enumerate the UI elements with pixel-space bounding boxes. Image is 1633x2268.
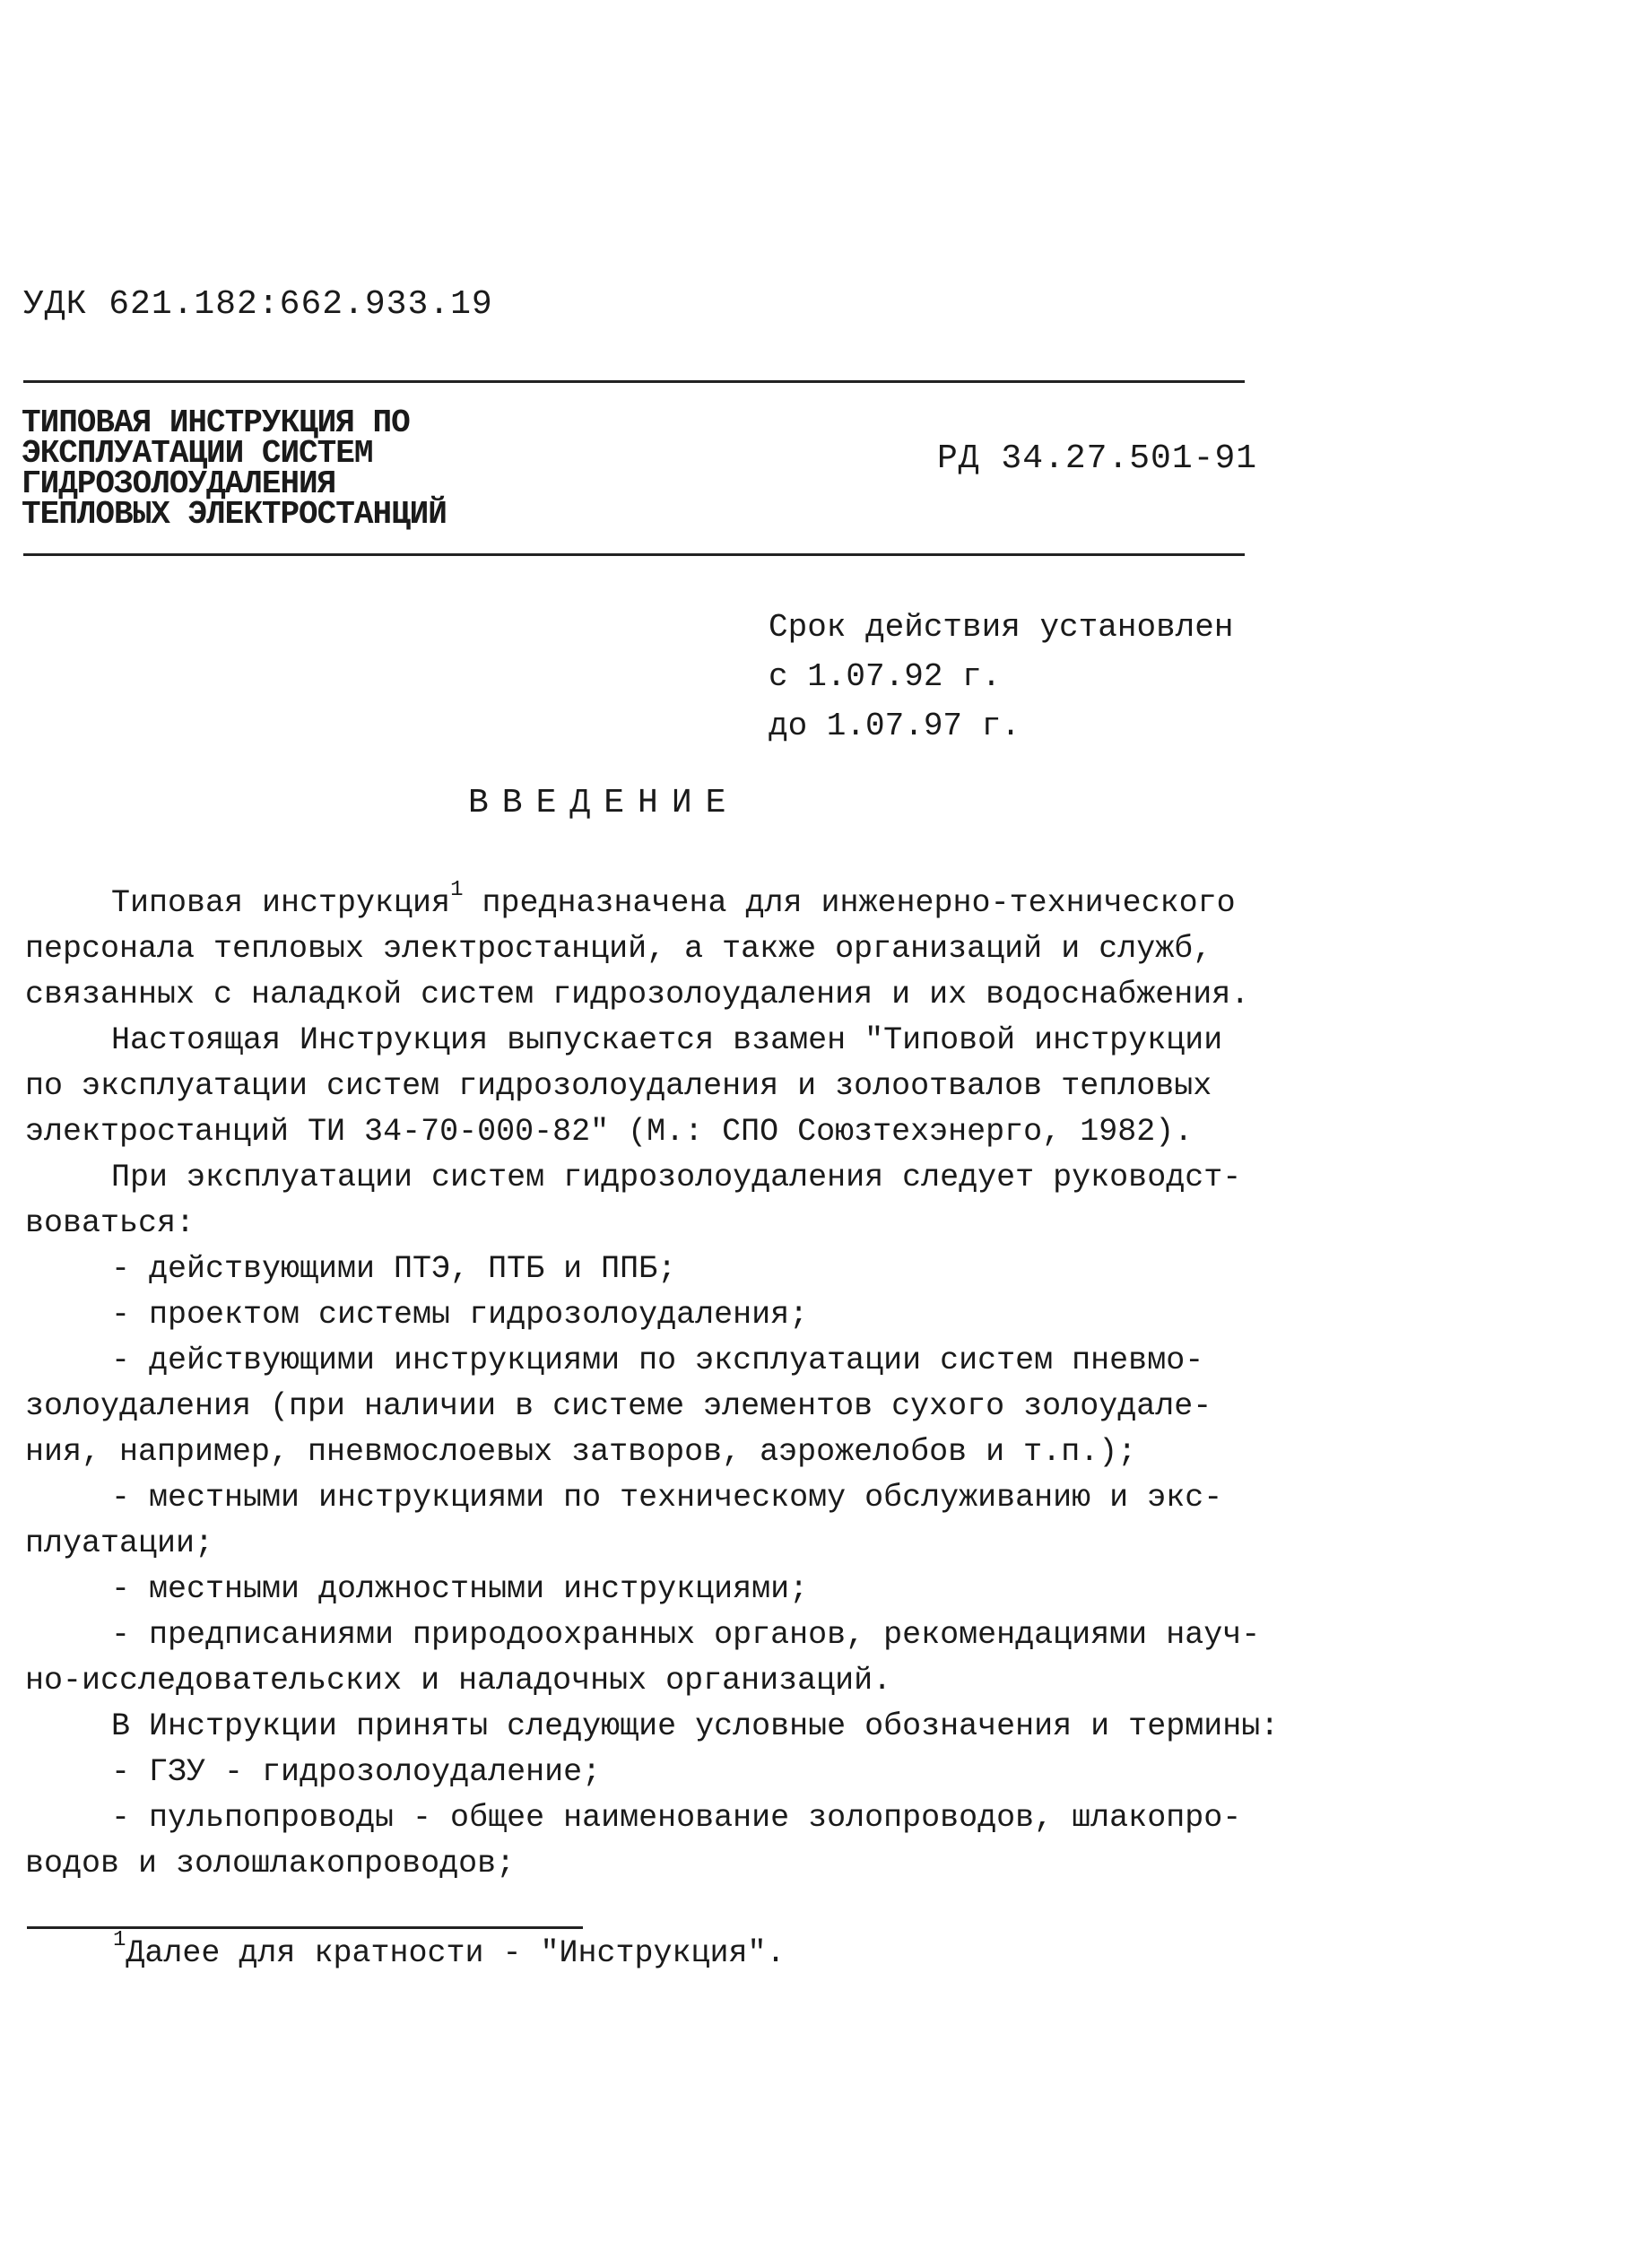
header-top-rule <box>23 380 1245 383</box>
title-line-4: ТЕПЛОВЫХ ЭЛЕКТРОСТАНЦИЙ <box>22 496 447 533</box>
title-line-2: ЭКСПЛУАТАЦИИ СИСТЕМ <box>22 435 373 472</box>
body-p1-end: предназначена для инженерно-технического <box>463 885 1236 921</box>
body-line: персонала тепловых электростанций, а также организаций и служб, <box>25 931 1212 967</box>
body-line: - действующими ПТЭ, ПТБ и ППБ; <box>111 1251 677 1287</box>
body-line: Настоящая Инструкция выпускается взамен "Типовой инструкции <box>111 1022 1223 1058</box>
footnote <box>113 1928 786 1971</box>
body-line: - местными инструкциями по техническому обслуживанию и экс- <box>111 1480 1223 1516</box>
body-line: воваться: <box>25 1205 195 1241</box>
body-line: связанных с наладкой систем гидрозолоудаления и их водоснабжения. <box>25 977 1250 1012</box>
footnote-rule <box>27 1926 583 1929</box>
validity-line-1: Срок действия установлен <box>769 609 1234 646</box>
body-line: электростанций ТИ 34-70-000-82" (М.: СПО Союзтехэнерго, 1982). <box>25 1114 1194 1150</box>
validity-line-3: до 1.07.97 г. <box>769 708 1021 744</box>
footnote-reference: 1 <box>450 878 464 902</box>
body-line: При эксплуатации систем гидрозолоудаления следует руководст- <box>111 1160 1242 1195</box>
body-p1-start: Типовая инструкция <box>111 885 451 921</box>
validity-line-2: с 1.07.92 г. <box>769 658 1002 695</box>
footnote-marker: 1 <box>113 1928 126 1952</box>
body-line: - ГЗУ - гидрозолоудаление; <box>111 1754 602 1790</box>
body-line: водов и золошлакопроводов; <box>25 1846 516 1881</box>
body-line: - действующими инструкциями по эксплуатации систем пневмо- <box>111 1343 1204 1378</box>
udk-code: УДК 621.182:662.933.19 <box>23 285 493 324</box>
body-line: но-исследовательских и наладочных организаций. <box>25 1663 892 1699</box>
title-line-1: ТИПОВАЯ ИНСТРУКЦИЯ ПО <box>22 404 410 441</box>
body-line: золоудаления (при наличии в системе элементов сухого золоудале- <box>25 1388 1212 1424</box>
body-line: В Инструкции приняты следующие условные обозначения и термины: <box>111 1708 1280 1744</box>
document-code: РД 34.27.501-91 <box>937 439 1258 478</box>
document-title <box>22 404 578 533</box>
validity-block <box>769 603 1233 751</box>
body-line: - местными должностными инструкциями; <box>111 1571 809 1607</box>
body-line: - пульпопроводы - общее наименование золопроводов, шлакопро- <box>111 1800 1242 1836</box>
body-line: по эксплуатации систем гидрозолоудаления и золоотвалов тепловых <box>25 1068 1212 1104</box>
title-line-3: ГИДРОЗОЛОУДАЛЕНИЯ <box>22 465 336 502</box>
header-bottom-rule <box>23 553 1245 556</box>
body-text <box>25 878 1299 1887</box>
body-line: - предписаниями природоохранных органов, рекомендациями науч- <box>111 1617 1261 1653</box>
body-line: - проектом системы гидрозолоудаления; <box>111 1297 809 1333</box>
section-title: ВВЕДЕНИЕ <box>468 784 740 822</box>
body-line-first <box>25 878 1299 926</box>
body-line: ния, например, пневмослоевых затворов, аэрожелобов и т.п.); <box>25 1434 1137 1470</box>
body-line: плуатации; <box>25 1525 214 1561</box>
footnote-text: Далее для кратности - "Инструкция". <box>126 1935 786 1971</box>
